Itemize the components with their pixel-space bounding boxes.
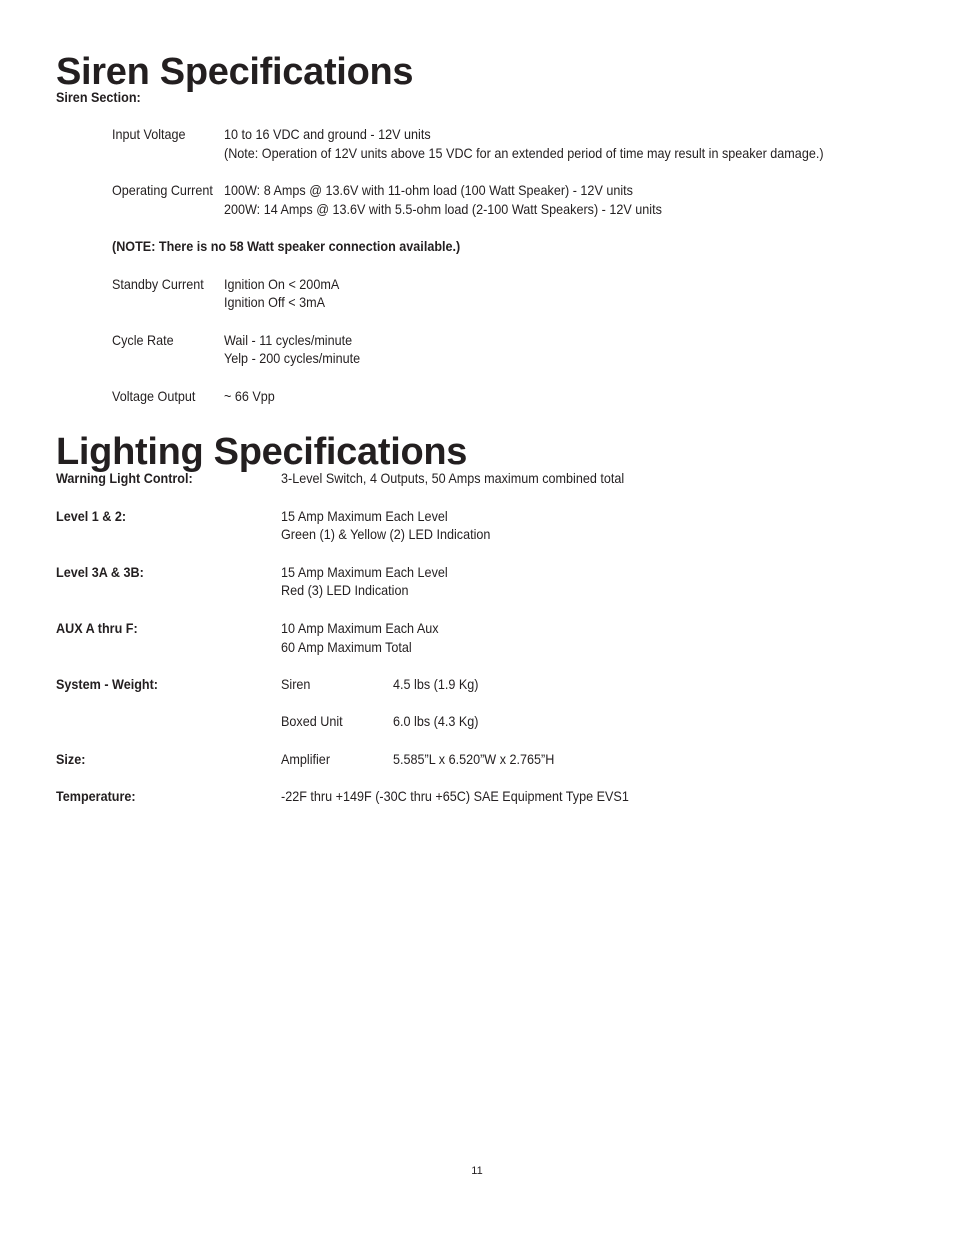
cycle-rate-value-line1: Wail - 11 cycles/minute: [224, 332, 353, 348]
operating-current-value-line1: 100W: 8 Amps @ 13.6V with 11-ohm load (100 Watt Speaker) - 12V units: [224, 182, 633, 198]
voltage-output-value: ~ 66 Vpp: [224, 388, 275, 404]
operating-current-label: Operating Current: [112, 182, 213, 198]
weight-siren-label: Siren: [281, 676, 311, 692]
level-1-2-label: Level 1 & 2:: [56, 508, 127, 524]
level-1-2-value-line2: Green (1) & Yellow (2) LED Indication: [281, 526, 491, 542]
level-1-2-value-line1: 15 Amp Maximum Each Level: [281, 508, 448, 524]
input-voltage-value-line2: (Note: Operation of 12V units above 15 VDC for an extended period of time may result in speaker damage.): [224, 145, 824, 161]
warning-light-control-value: 3-Level Switch, 4 Outputs, 50 Amps maximum combined total: [281, 470, 625, 486]
weight-siren-value: 4.5 lbs (1.9 Kg): [393, 676, 479, 692]
level-3a-3b-label: Level 3A & 3B:: [56, 564, 144, 580]
operating-current-value-line2: 200W: 14 Amps @ 13.6V with 5.5-ohm load (2-100 Watt Speakers) - 12V units: [224, 201, 662, 217]
weight-boxed-unit-value: 6.0 lbs (4.3 Kg): [393, 713, 479, 729]
lighting-specifications-heading: Lighting Specifications: [56, 431, 468, 473]
standby-current-label: Standby Current: [112, 276, 204, 292]
temperature-label: Temperature:: [56, 788, 136, 804]
aux-value-line1: 10 Amp Maximum Each Aux: [281, 620, 439, 636]
standby-current-value-line2: Ignition Off < 3mA: [224, 294, 325, 310]
size-amplifier-value: 5.585”L x 6.520”W x 2.765”H: [393, 751, 555, 767]
level-3a-3b-value-line1: 15 Amp Maximum Each Level: [281, 564, 448, 580]
aux-value-line2: 60 Amp Maximum Total: [281, 639, 412, 655]
size-amplifier-label: Amplifier: [281, 751, 331, 767]
siren-section-label: Siren Section:: [56, 89, 141, 105]
voltage-output-label: Voltage Output: [112, 388, 196, 404]
page-number: 11: [471, 1165, 483, 1177]
cycle-rate-value-line2: Yelp - 200 cycles/minute: [224, 350, 361, 366]
aux-label: AUX A thru F:: [56, 620, 138, 636]
warning-light-control-label: Warning Light Control:: [56, 470, 193, 486]
weight-boxed-unit-label: Boxed Unit: [281, 713, 343, 729]
input-voltage-label: Input Voltage: [112, 126, 186, 142]
speaker-connection-note: (NOTE: There is no 58 Watt speaker connection available.): [112, 238, 461, 254]
cycle-rate-label: Cycle Rate: [112, 332, 174, 348]
size-label: Size:: [56, 751, 86, 767]
level-3a-3b-value-line2: Red (3) LED Indication: [281, 582, 409, 598]
standby-current-value-line1: Ignition On < 200mA: [224, 276, 340, 292]
input-voltage-value-line1: 10 to 16 VDC and ground - 12V units: [224, 126, 431, 142]
temperature-value: -22F thru +149F (-30C thru +65C) SAE Equipment Type EVS1: [281, 788, 629, 804]
siren-specifications-heading: Siren Specifications: [56, 51, 414, 93]
system-weight-label: System - Weight:: [56, 676, 158, 692]
